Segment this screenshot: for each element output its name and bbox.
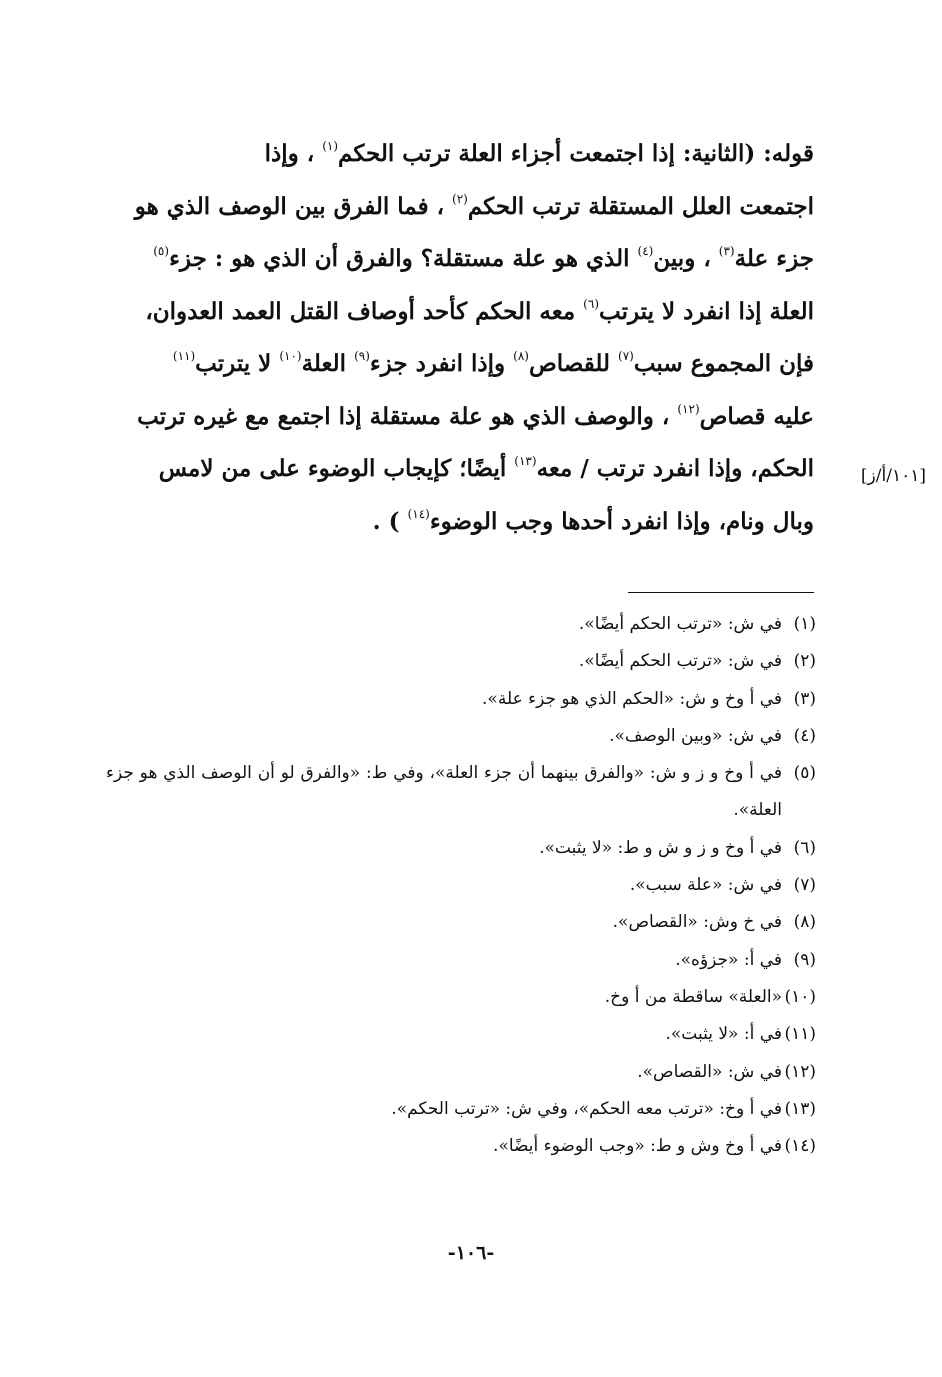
text-segment: ، فما الفرق بين الوصف الذي هو bbox=[134, 192, 444, 220]
footnote-text: في ش: «وبين الوصف». bbox=[609, 725, 782, 746]
text-segment: الذي هو علة مستقلة؟ والفرق أن الذي هو : جزء bbox=[169, 245, 630, 272]
footnote-marker[interactable]: (١٠) bbox=[279, 349, 302, 363]
text-segment: أيضًا؛ كإيجاب الوضوء على من لامس bbox=[158, 455, 507, 482]
footnote-marker[interactable]: (١٢) bbox=[677, 401, 700, 416]
footnote-text: في ش: «ترتب الحكم أيضًا». bbox=[578, 614, 782, 634]
footnote-marker[interactable]: (٢) bbox=[452, 191, 468, 206]
footnote-marker[interactable]: (٧) bbox=[618, 349, 634, 363]
text-segment: ، والوصف الذي هو علة مستقلة إذا اجتمع مع غيره ترتب bbox=[137, 402, 670, 430]
footnote-marker[interactable]: (٣) bbox=[718, 244, 735, 258]
footnote-text: في أ وخ و ز و ش و ط: «لا يثبت». bbox=[539, 837, 782, 858]
footnote-9 bbox=[106, 942, 816, 979]
text-segment: ، وإذا bbox=[264, 140, 315, 167]
text-segment: اجتمعت العلل المستقلة ترتب الحكم bbox=[467, 192, 814, 220]
text-segment: عليه قصاص bbox=[699, 402, 814, 430]
text-segment: ، وبين bbox=[653, 245, 711, 272]
text-line-2 bbox=[114, 181, 814, 234]
footnote-text: في أ وخ: «ترتب معه الحكم»، وفي ش: «ترتب الحكم». bbox=[391, 1098, 782, 1119]
footnote-number: (٦) bbox=[793, 837, 816, 858]
text-line-7 bbox=[114, 443, 814, 496]
text-segment: فإن المجموع سبب bbox=[633, 350, 814, 377]
footnote-text: في ش: «ترتب الحكم أيضًا». bbox=[578, 651, 782, 672]
text-segment: العلة bbox=[301, 350, 347, 377]
text-line-3 bbox=[114, 233, 814, 286]
text-segment: وبال ونام، وإذا انفرد أحدها وجب الوضوء bbox=[429, 507, 814, 535]
footnote-10 bbox=[106, 979, 816, 1016]
text-segment: قوله: (الثانية: إذا اجتمعت أجزاء العلة ترتب الحكم bbox=[338, 140, 814, 167]
text-segment: الحكم، وإذا انفرد ترتب / معه bbox=[536, 455, 814, 482]
footnote-text: في خ وش: «القصاص». bbox=[612, 912, 782, 933]
footnote-12 bbox=[106, 1054, 816, 1091]
footnote-marker[interactable]: (١٣) bbox=[514, 454, 537, 468]
footnote-text: في أ وخ و ز و ش: «والفرق بينهما أن جزء العلة»، وفي ط: «والفرق لو أن الوصف الذي هو جزء العلة». bbox=[106, 763, 782, 821]
text-segment: للقصاص bbox=[528, 350, 610, 377]
text-segment: لا يترتب bbox=[195, 350, 272, 377]
footnote-marker[interactable]: (٥) bbox=[153, 244, 170, 258]
footnote-marker[interactable]: (٩) bbox=[354, 349, 370, 363]
footnote-3 bbox=[106, 681, 816, 718]
footnote-marker[interactable]: (١١) bbox=[172, 349, 196, 363]
text-segment: وإذا انفرد جزء bbox=[369, 350, 506, 377]
footnote-7 bbox=[106, 867, 816, 904]
manuscript-folio-reference: [١٠١/أ/ز] bbox=[860, 466, 926, 486]
text-line-4 bbox=[114, 286, 814, 339]
footnote-marker[interactable]: (١) bbox=[322, 139, 339, 153]
footnotes bbox=[106, 606, 816, 1165]
footnote-5 bbox=[106, 755, 816, 830]
main-text bbox=[114, 128, 814, 548]
footnote-marker[interactable]: (٦) bbox=[583, 296, 599, 311]
footnote-number: (٧) bbox=[793, 875, 816, 896]
footnote-number: (١٠) bbox=[784, 986, 816, 1007]
footnote-number: (١١) bbox=[784, 1024, 816, 1045]
footnote-marker[interactable]: (٨) bbox=[513, 349, 529, 363]
footnote-14 bbox=[106, 1128, 816, 1165]
footnote-11 bbox=[106, 1016, 816, 1053]
footnote-8 bbox=[106, 904, 816, 941]
footnote-2 bbox=[106, 643, 816, 680]
footnote-6 bbox=[106, 830, 816, 867]
footnote-number: (١٣) bbox=[784, 1098, 816, 1119]
footnote-number: (٥) bbox=[793, 763, 816, 784]
footnote-number: (١) bbox=[793, 614, 816, 634]
footnote-text: في أ وخ وش و ط: «وجب الوضوء أيضًا». bbox=[493, 1136, 782, 1157]
text-segment: جزء علة bbox=[734, 245, 814, 272]
footnote-marker[interactable]: (٤) bbox=[637, 244, 654, 258]
footnote-number: (٤) bbox=[793, 725, 816, 746]
footnote-marker[interactable]: (١٤) bbox=[407, 506, 430, 521]
footnote-number: (٩) bbox=[793, 949, 816, 970]
footnote-text: في ش: «علة سبب». bbox=[629, 875, 782, 896]
text-line-5 bbox=[114, 338, 814, 391]
footnote-text: «العلة» ساقطة من أ وخ. bbox=[604, 986, 782, 1007]
footnote-separator bbox=[628, 592, 814, 593]
text-line-8 bbox=[114, 496, 814, 549]
footnote-4 bbox=[106, 718, 816, 755]
footnote-text: في أ: «جزؤه». bbox=[675, 949, 782, 970]
text-segment: معه الحكم كأحد أوصاف القتل العمد العدوان، bbox=[145, 297, 576, 325]
footnote-number: (٢) bbox=[793, 651, 816, 672]
text-line-1 bbox=[114, 128, 814, 181]
text-line-6 bbox=[114, 391, 814, 444]
footnote-text: في أ: «لا يثبت». bbox=[665, 1024, 782, 1045]
footnote-13 bbox=[106, 1091, 816, 1128]
footnote-number: (١٤) bbox=[784, 1136, 816, 1157]
footnote-text: في ش: «القصاص». bbox=[637, 1061, 782, 1082]
footnote-text: في أ وخ و ش: «الحكم الذي هو جزء علة». bbox=[482, 688, 782, 709]
footnote-number: (٣) bbox=[793, 688, 816, 709]
page-number: -١٠٦- bbox=[447, 1242, 495, 1264]
footnote-number: (٨) bbox=[793, 912, 816, 933]
text-segment: العلة إذا انفرد لا يترتب bbox=[599, 297, 814, 325]
text-segment: ) . bbox=[372, 507, 400, 535]
footnote-1 bbox=[106, 606, 816, 643]
footnote-number: (١٢) bbox=[784, 1061, 816, 1082]
